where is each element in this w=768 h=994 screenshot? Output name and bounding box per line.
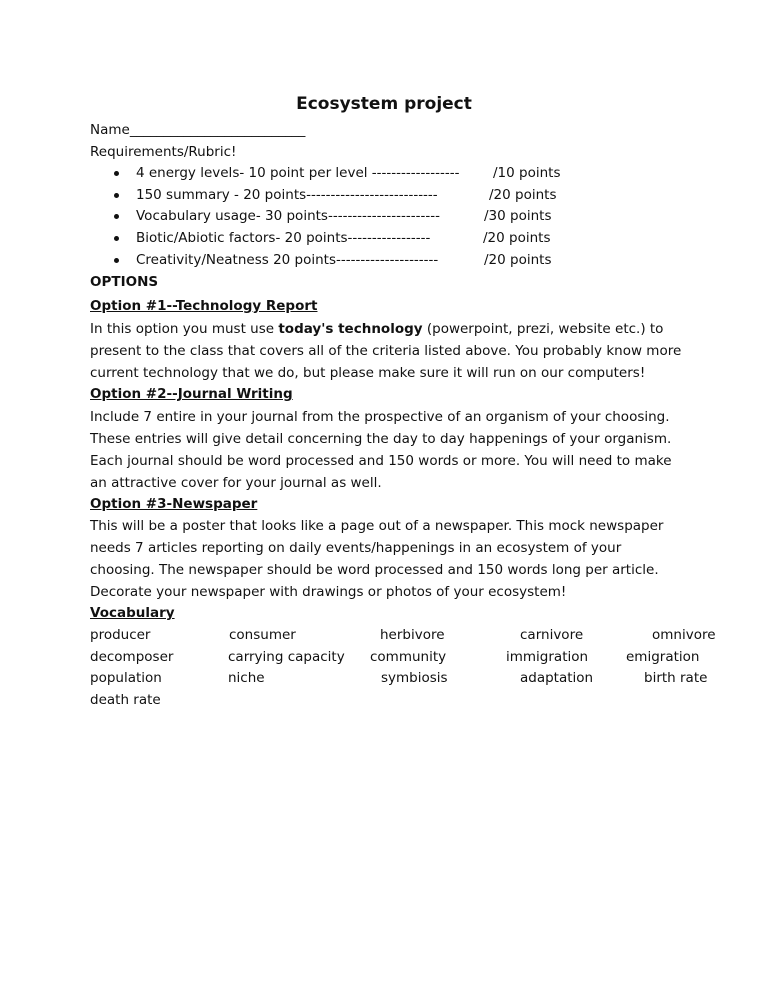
rubric-item-text: Creativity/Neatness 20 points--------------------- bbox=[136, 252, 439, 268]
name-line: Name__________________________ bbox=[90, 122, 306, 138]
option1-intro: In this option you must use bbox=[90, 321, 279, 337]
bullet-icon bbox=[114, 236, 119, 241]
option1-body bbox=[90, 318, 690, 384]
option1-heading: Option #1--Technology Report bbox=[90, 298, 318, 314]
rubric-item-text: Vocabulary usage- 30 points----------------------- bbox=[136, 208, 440, 224]
vocab-term: producer bbox=[90, 627, 151, 643]
rubric-item-points: /10 points bbox=[493, 165, 561, 181]
vocab-term: herbivore bbox=[380, 627, 445, 643]
bullet-icon bbox=[114, 258, 119, 263]
bullet-icon bbox=[114, 171, 119, 176]
option2-heading: Option #2--Journal Writing bbox=[90, 386, 293, 402]
option2-body: Include 7 entire in your journal from the prospective of an organism of your choosing. These entries will give detail concerning the day to day happenings of your organism. Each journal should be word processed and 150 words or more. You will need to make an attractive cover for your journal as well. bbox=[90, 409, 672, 491]
vocab-term: omnivore bbox=[652, 627, 716, 643]
vocab-term: carnivore bbox=[520, 627, 584, 643]
rubric-item-points: /20 points bbox=[489, 187, 557, 203]
bullet-icon bbox=[114, 214, 119, 219]
options-label: OPTIONS bbox=[90, 274, 159, 290]
bullet-icon bbox=[114, 193, 119, 198]
vocab-term: death rate bbox=[90, 692, 161, 708]
document-title: Ecosystem project bbox=[296, 94, 472, 114]
vocab-term: niche bbox=[228, 670, 265, 686]
vocab-term: population bbox=[90, 670, 162, 686]
vocab-term: consumer bbox=[229, 627, 296, 643]
vocab-term: adaptation bbox=[520, 670, 594, 686]
requirements-label: Requirements/Rubric! bbox=[90, 144, 237, 160]
rubric-item-points: /30 points bbox=[484, 208, 552, 224]
vocab-term: immigration bbox=[506, 649, 589, 665]
vocab-term: carrying capacity bbox=[228, 649, 345, 665]
option1-rest: (powerpoint, prezi, website etc.) to present to the class that covers all of the criteria listed above. You probably know more current technology that we do, but please make sure it will run on our computers! bbox=[90, 321, 682, 381]
rubric-item-text: 150 summary - 20 points--------------------------- bbox=[136, 187, 438, 203]
vocab-term: community bbox=[370, 649, 447, 665]
rubric-item-text: Biotic/Abiotic factors- 20 points----------------- bbox=[136, 230, 431, 246]
vocab-term: decomposer bbox=[90, 649, 174, 665]
option1-bold-text: today's technology bbox=[278, 321, 423, 337]
option3-heading: Option #3-Newspaper bbox=[90, 496, 258, 512]
rubric-item-text: 4 energy levels- 10 point per level ------------------ bbox=[136, 165, 460, 181]
vocab-term: emigration bbox=[626, 649, 700, 665]
vocab-term: birth rate bbox=[644, 670, 708, 686]
vocabulary-heading: Vocabulary bbox=[90, 605, 175, 621]
vocab-term: symbiosis bbox=[381, 670, 448, 686]
rubric-item-points: /20 points bbox=[483, 230, 551, 246]
rubric-item-points: /20 points bbox=[484, 252, 552, 268]
option3-body: This will be a poster that looks like a page out of a newspaper. This mock newspaper needs 7 articles reporting on daily events/happenings in an ecosystem of your choosing. The newspaper should be word processed and 150 words long per article. Decorate your newspaper with drawings or photos of your ecosystem! bbox=[90, 518, 664, 600]
